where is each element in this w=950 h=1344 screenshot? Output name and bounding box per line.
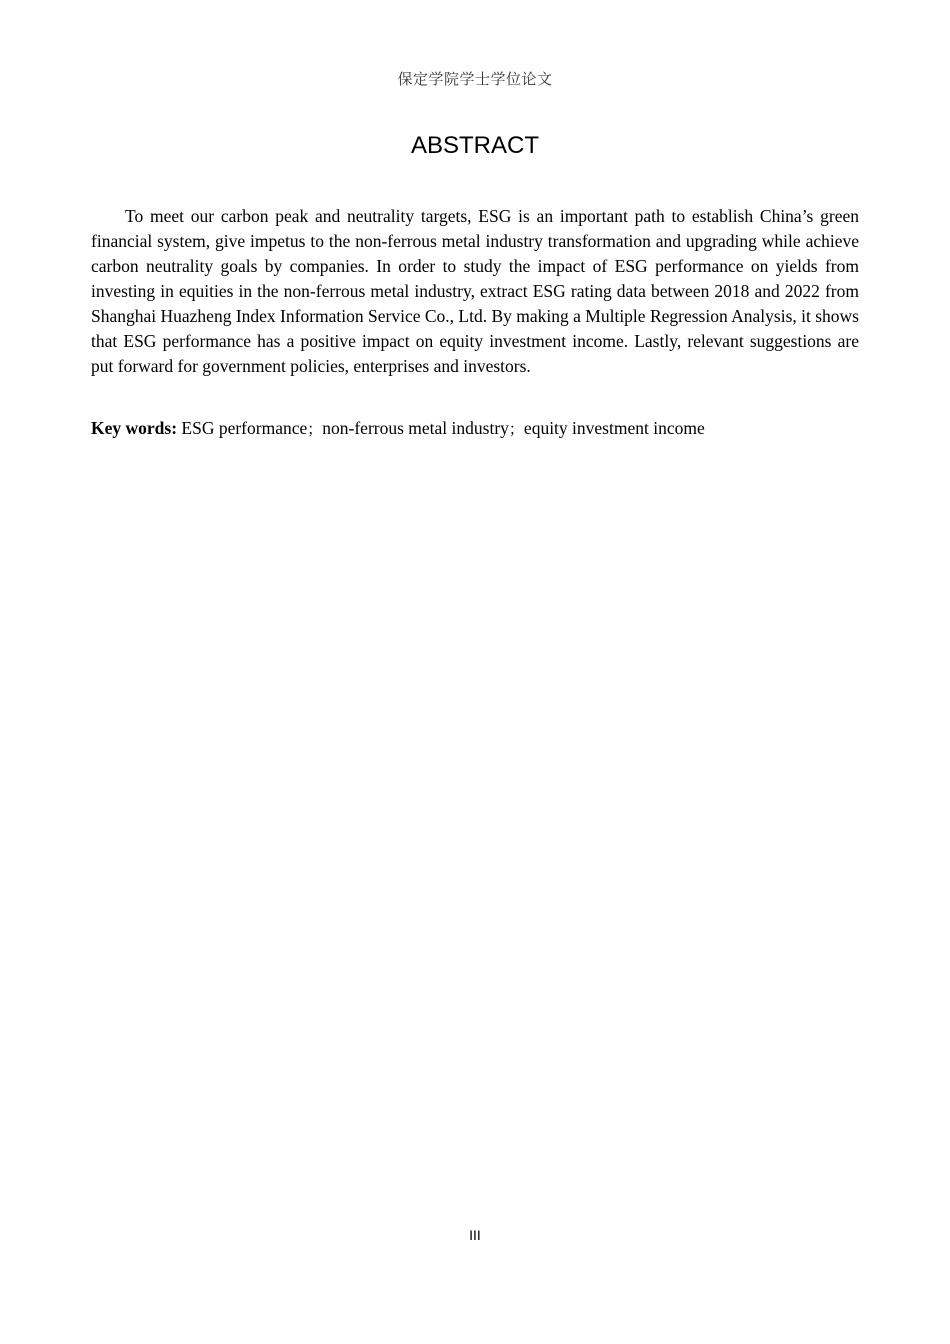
- keyword-item: non-ferrous metal industry: [322, 418, 509, 438]
- keywords-line: [91, 416, 859, 442]
- running-header: 保定学院学士学位论文: [397, 70, 553, 88]
- keyword-separator: ；: [508, 420, 524, 438]
- keyword-item: equity investment income: [523, 418, 705, 438]
- abstract-body: To meet our carbon peak and neutrality targets, ESG is an important path to establish China’s green financial system, give impetus to the non-ferrous metal industry transformation and upgrading while achieve carbon neutrality goals by companies. In order to study the impact of ESG performance on yields from investing in equities in the non-ferrous metal industry, extract ESG rating data between 2018 and 2022 from Shanghai Huazheng Index Information Service Co., Ltd. By making a Multiple Regression Analysis, it shows that ESG performance has a positive impact on equity investment income. Lastly, relevant suggestions are put forward for government policies, enterprises and investors.: [91, 206, 859, 376]
- abstract-title: ABSTRACT: [410, 132, 539, 159]
- keyword-item: ESG performance: [181, 418, 308, 438]
- keyword-separator: ；: [307, 420, 323, 438]
- page-number: III: [469, 1227, 481, 1243]
- keywords-label: Key words:: [91, 418, 178, 438]
